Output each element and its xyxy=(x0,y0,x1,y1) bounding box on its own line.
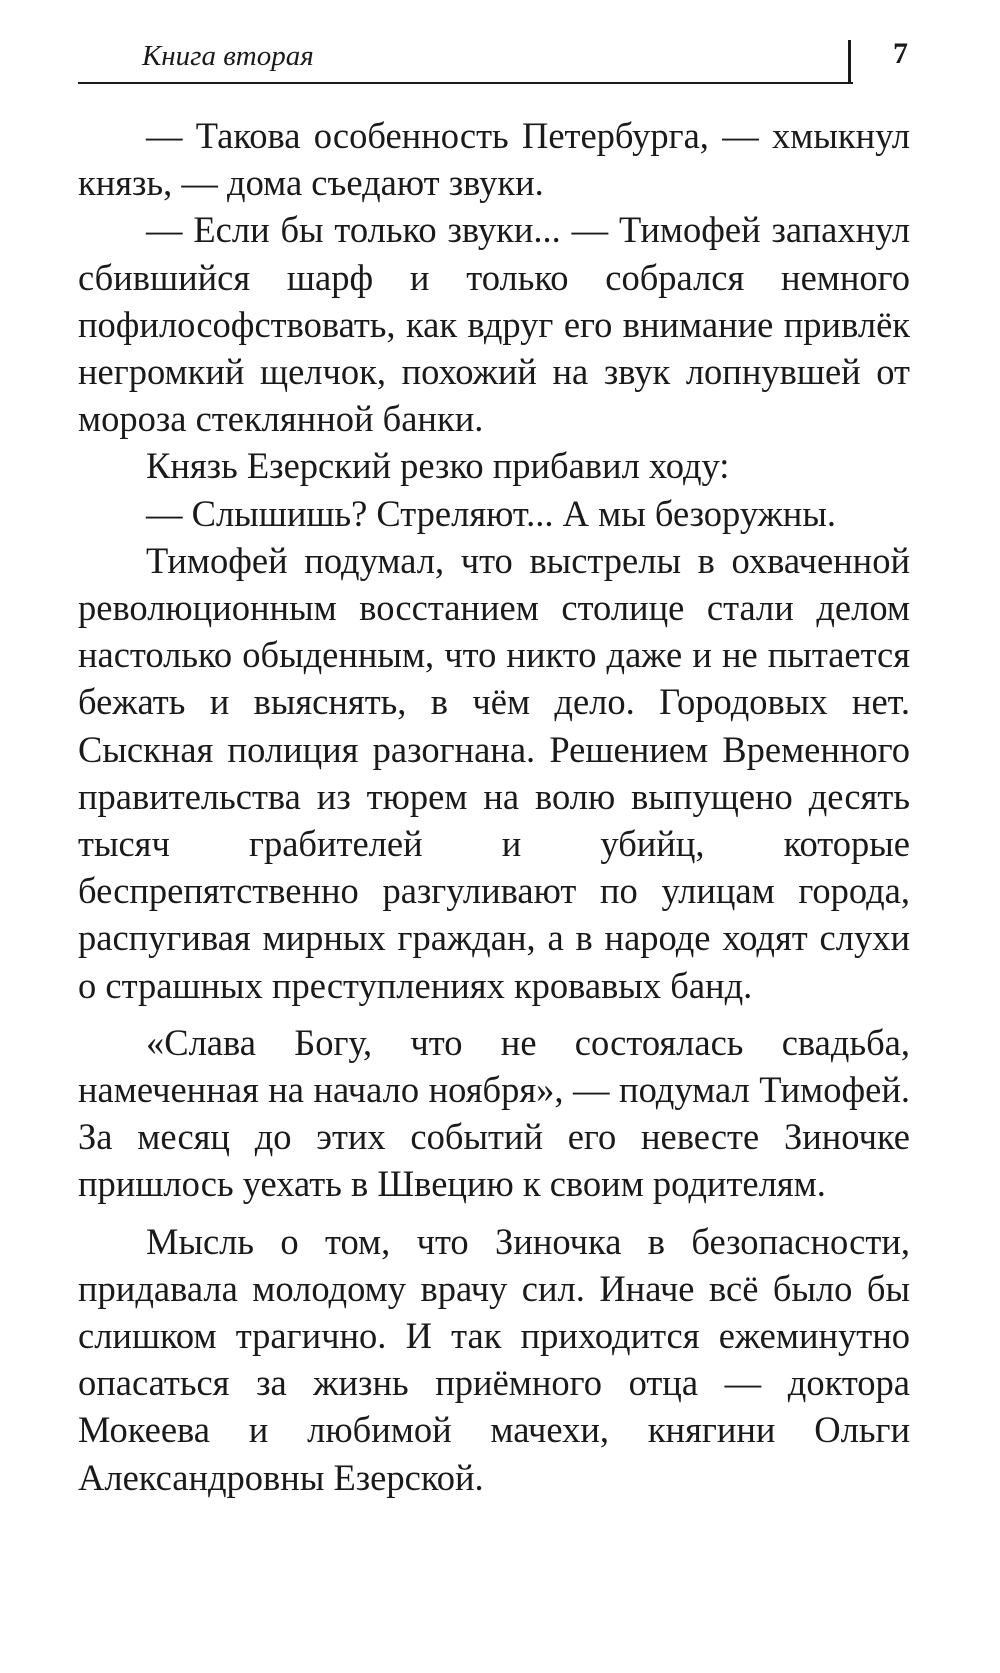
running-title: Книга вторая xyxy=(142,40,314,72)
paragraph: — Такова особенность Петербурга, — хмыкнул князь, — дома съедают звуки. xyxy=(78,115,910,204)
header-divider xyxy=(848,40,851,84)
paragraph: Мысль о том, что Зиночка в безопасности, придавала молодому врачу сил. Иначе всё было бы слишком трагично. И так приходится ежеминутно опасаться за жизнь приёмного отца — доктора Мокеева и любимой мачехи, княгини Ольги Александровны Езерской. xyxy=(78,1220,910,1498)
page-number: 7 xyxy=(893,37,908,70)
paragraph: «Слава Богу, что не состоялась свадьба, намеченная на начало ноября», — подумал Тимофей. За месяц до этих событий его невесте Зиночке пришлось уехать в Швецию к своим родителям. xyxy=(78,1021,910,1205)
body-text xyxy=(78,112,910,1501)
paragraph: — Если бы только звуки... — Тимофей запахнул сбившийся шарф и только собрался немного пофилософствовать, как вдруг его внимание привлёк негромкий щелчок, похожий на звук лопнувшей от мороза стеклянной банки. xyxy=(78,209,910,440)
header-rule xyxy=(78,82,853,84)
paragraph: Князь Езерский резко прибавил ходу: xyxy=(146,445,730,487)
paragraph: Тимофей подумал, что выстрелы в охваченной революционным восстанием столице стали делом настолько обыденным, что никто даже и не пытается бежать и выяснять, в чём дело. Городовых нет. Сыскная полиция разогнана. Решением Временного правительства из тюрем на волю выпущено десять тысяч грабителей и убийц, которые беспрепятственно разгуливают по улицам города, распугивая мирных граждан, а в народе ходят слухи о страшных преступлениях кровавых банд. xyxy=(78,539,910,1006)
paragraph: — Слышишь? Стреляют... А мы безоружны. xyxy=(146,492,836,534)
page-header xyxy=(78,30,908,86)
